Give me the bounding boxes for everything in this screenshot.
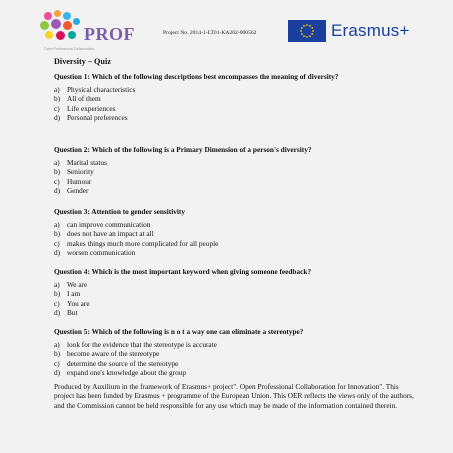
funding-disclaimer: Produced by Auxilium in the framework of Erasmus+ project". Open Professional Collaboration for Innovation". This project has been funded by Erasmus + programme of the European Union. This OER reflects the views only of the authors, and the Commission cannot be held responsible for any use which may be made of the information contained therein. xyxy=(54,382,414,410)
answer-option: b) become aware of the stereotype xyxy=(54,349,160,359)
answer-option: d) Gender xyxy=(54,185,89,195)
quiz-title: Diversity – Quiz xyxy=(54,57,111,66)
answer-option: c) You are xyxy=(54,298,90,308)
eu-star-icon xyxy=(303,35,305,37)
eu-star-icon xyxy=(303,25,305,27)
eu-star-icon xyxy=(301,27,303,29)
answer-option: b) Seniority xyxy=(54,167,94,177)
oprof-logo xyxy=(38,10,138,51)
answer-option: a) can improve communication xyxy=(54,220,151,230)
eu-star-icon xyxy=(306,24,308,26)
question-5 xyxy=(54,327,414,377)
answer-option: a) Marital status xyxy=(54,158,107,168)
answer-option: d) expand one's knowledge about the group xyxy=(54,367,187,377)
answer-option: d) But xyxy=(54,307,78,317)
eu-star-icon xyxy=(311,33,313,35)
question-3 xyxy=(54,207,414,257)
question-text: Question 4: Which is the most important keyword when giving someone feedback? xyxy=(54,267,312,276)
logo-text: PROF xyxy=(84,24,135,44)
answer-option: a) We are xyxy=(54,280,88,290)
question-text: Question 3: Attention to gender sensitivity xyxy=(54,207,186,216)
logo-dots-icon xyxy=(38,10,86,44)
eu-star-icon xyxy=(301,33,303,35)
answer-option: c) determine the source of the stereotype xyxy=(54,358,179,368)
answer-option: b) I am xyxy=(54,289,81,299)
question-text: Question 2: Which of the following is a Primary Dimension of a person's diversity? xyxy=(54,145,312,154)
question-text: Question 1: Which of the following descriptions best encompasses the meaning of diversity? xyxy=(54,72,339,81)
answer-option: c) Life experiences xyxy=(54,103,116,113)
question-1 xyxy=(54,72,414,122)
answer-option: a) look for the evidence that the stereotype is accurate xyxy=(54,340,217,350)
eu-star-icon xyxy=(309,25,311,27)
answer-option: b) does not have an impact at all xyxy=(54,229,154,239)
answer-option: d) worsen communication xyxy=(54,247,136,257)
eu-star-icon xyxy=(311,27,313,29)
answer-option: c) makes things much more complicated for all people xyxy=(54,238,219,248)
answer-option: d) Personal preferences xyxy=(54,112,128,122)
answer-option: a) Physical characteristics xyxy=(54,85,136,95)
answer-option: b) All of them xyxy=(54,94,101,104)
eu-star-icon xyxy=(300,30,302,32)
erasmus-plus-logo: Erasmus+ xyxy=(331,21,410,40)
question-2 xyxy=(54,145,414,195)
answer-option: c) Humour xyxy=(54,176,92,186)
eu-flag-icon xyxy=(288,20,326,42)
quiz-content xyxy=(54,57,414,377)
question-text: Question 5: Which of the following is n o t a way one can eliminate a stereotype? xyxy=(54,327,304,336)
eu-star-icon xyxy=(309,35,311,37)
project-number: Project No. 2014-1-LT01-KA202-000562 xyxy=(163,30,257,36)
question-4 xyxy=(54,267,414,317)
eu-star-icon xyxy=(306,36,308,38)
eu-star-icon xyxy=(312,30,314,32)
logo-subtitle: Open Professional Collaboration xyxy=(44,47,95,51)
